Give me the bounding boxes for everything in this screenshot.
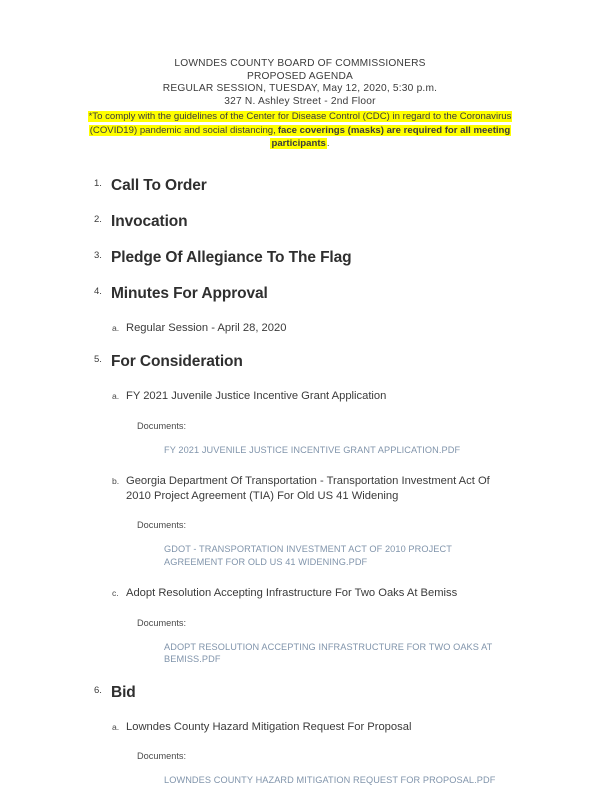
agenda-item-label: For Consideration: [111, 353, 243, 370]
agenda-subitem-label: Adopt Resolution Accepting Infrastructure For Two Oaks At Bemiss: [126, 587, 458, 599]
agenda-subitem-number: a.: [112, 322, 120, 333]
agenda-subitem: [0, 321, 600, 336]
agenda-subitem-label: Regular Session - April 28, 2020: [126, 321, 287, 334]
header-line-title: PROPOSED AGENDA: [246, 70, 354, 82]
agenda-item: [0, 177, 600, 195]
agenda-item-number: 3.: [94, 249, 102, 261]
agenda-item-label: Bid: [111, 683, 136, 701]
agenda-subitem-label: FY 2021 Juvenile Justice Incentive Grant Application: [126, 390, 387, 402]
documents-label: Documents:: [137, 617, 187, 628]
covid-notice: [0, 110, 600, 151]
agenda-item-number: 6.: [94, 684, 102, 696]
agenda-item: [0, 285, 600, 336]
agenda-item: [0, 684, 600, 787]
agenda-item: [0, 213, 600, 231]
agenda-item-heading: [0, 249, 600, 267]
agenda-item-heading: [0, 285, 600, 303]
document-link[interactable]: GDOT - TRANSPORTATION INVESTMENT ACT OF 2010 PROJECT AGREEMENT FOR OLD US 41 WIDENING.PDF: [164, 544, 452, 567]
agenda-subitem: [0, 474, 600, 503]
document-link[interactable]: ADOPT RESOLUTION ACCEPTING INFRASTRUCTURE FOR TWO OAKS AT BEMISS.PDF: [164, 641, 493, 664]
document-link[interactable]: LOWNDES COUNTY HAZARD MITIGATION REQUEST FOR PROPOSAL.PDF: [164, 775, 496, 785]
agenda-item: [0, 353, 600, 666]
agenda-item-label: Call To Order: [111, 176, 207, 194]
header-line-session: REGULAR SESSION, TUESDAY, May 12, 2020, 5:30 p.m.: [162, 83, 438, 94]
agenda-item-label: Minutes For Approval: [111, 284, 268, 302]
agenda-subitem-number: b.: [112, 476, 120, 486]
covid-notice-part1: *To comply with the guidelines of the Center for Disease Control (CDC) in regard to the Coronavirus (COVID19) pandemic and social distancing,: [88, 111, 512, 136]
agenda-item-heading: [0, 684, 600, 702]
covid-notice-part3: .: [326, 138, 330, 149]
agenda-item-number: 1.: [94, 177, 102, 189]
documents-label: Documents:: [137, 520, 187, 530]
document-link[interactable]: FY 2021 JUVENILE JUSTICE INCENTIVE GRANT APPLICATION.PDF: [164, 444, 461, 455]
agenda-subitem-number: c.: [112, 588, 119, 598]
agenda-subitem-label: Georgia Department Of Transportation - Transportation Investment Act Of 2010 Project Agreement (TIA) For Old US 41 Widening: [126, 475, 490, 502]
agenda-item: [0, 249, 600, 267]
document-header: [0, 0, 600, 108]
agenda-subitem: [0, 720, 600, 735]
agenda-item-number: 5.: [94, 354, 102, 365]
agenda-item-number: 2.: [94, 213, 102, 225]
agenda-subitem: [0, 586, 600, 601]
header-line-address: 327 N. Ashley Street - 2nd Floor: [224, 95, 376, 107]
covid-notice-part2: face coverings (masks) are required for all meeting participants: [271, 124, 511, 149]
agenda-item-heading: [0, 177, 600, 195]
documents-label: Documents:: [137, 751, 187, 761]
agenda-subitem-number: a.: [112, 391, 120, 401]
agenda-subitem: [0, 389, 600, 404]
agenda-subitem-label: Lowndes County Hazard Mitigation Request For Proposal: [126, 720, 412, 733]
agenda-list: [0, 177, 600, 787]
header-line-organization: LOWNDES COUNTY BOARD OF COMMISSIONERS: [174, 58, 426, 69]
agenda-item-heading: [0, 213, 600, 231]
agenda-item-label: Invocation: [111, 212, 188, 230]
agenda-item-number: 4.: [94, 285, 102, 297]
agenda-item-heading: [0, 353, 600, 371]
agenda-item-label: Pledge Of Allegiance To The Flag: [111, 248, 352, 266]
agenda-subitem-number: a.: [112, 721, 120, 732]
documents-label: Documents:: [137, 420, 187, 431]
